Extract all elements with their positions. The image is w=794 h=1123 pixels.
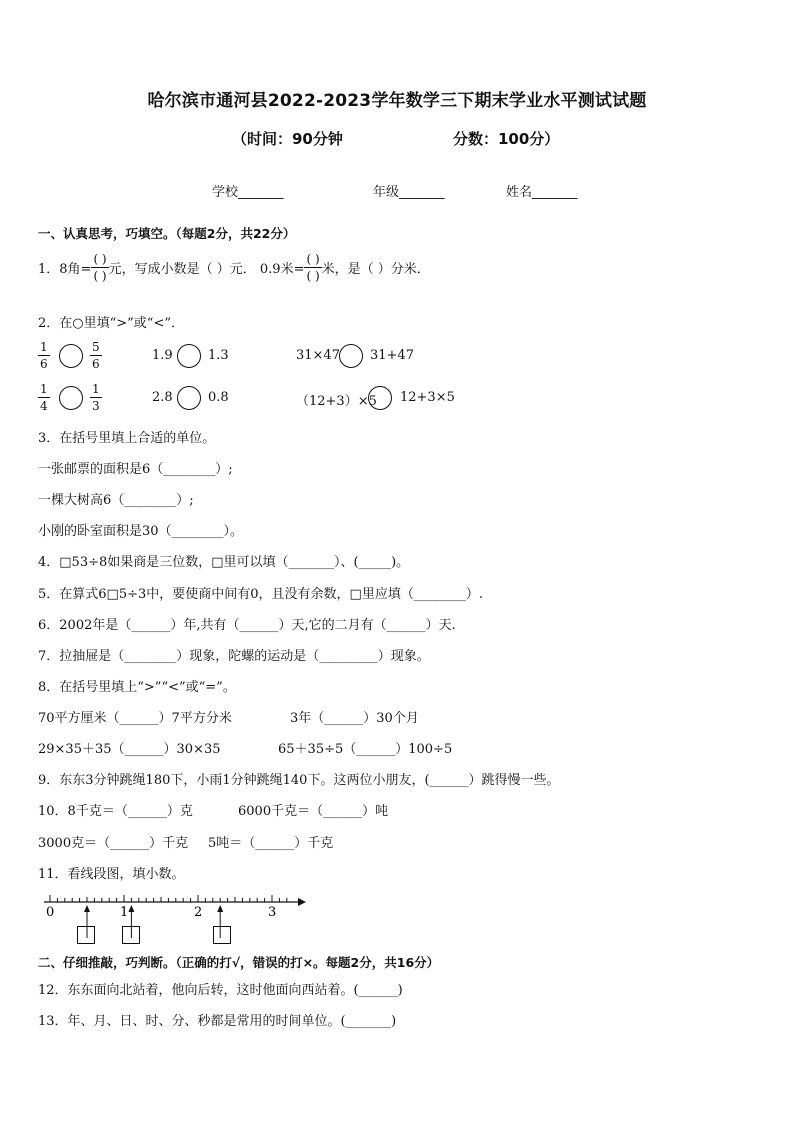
question-4[interactable]: 4．□53÷8如果商是三位数，□里可以填（_______）、(_____)。 <box>38 555 410 570</box>
q8-item-d[interactable]: 65＋35÷5（______）100÷5 <box>278 742 453 757</box>
q3-line-1[interactable]: 一张邮票的面积是6（________）; <box>38 462 233 477</box>
question-9[interactable]: 9．东东3分钟跳绳180下，小雨1分钟跳绳140下。这两位小朋友，(______）跳得慢一些。 <box>38 773 560 788</box>
question-3: 3．在括号里填上合适的单位。 <box>38 431 216 446</box>
q2-compare-circle-6[interactable] <box>368 386 392 410</box>
question-1 <box>38 253 430 282</box>
question-7[interactable]: 7．拉抽屉是（________）现象，陀螺的运动是（_________）现象。 <box>38 649 430 664</box>
q1-middle: 元，写成小数是（ ）元． 0.9米= <box>108 262 305 277</box>
q2-expr-paren: （12+3）×5 <box>296 394 377 409</box>
question-5[interactable]: 5．在算式6□5÷3中，要使商中间有0，且没有余数，□里应填（________）. <box>38 587 483 602</box>
q3-line-2[interactable]: 一棵大树高6（________）; <box>38 493 194 508</box>
number-line-label: 0 <box>46 905 55 920</box>
q2-compare-circle-1[interactable] <box>59 344 83 368</box>
section-1-heading: 一、认真思考，巧填空。（每题2分，共22分） <box>38 226 296 241</box>
number-line-label: 2 <box>194 905 203 920</box>
q2-value-1-3: 1.3 <box>208 348 229 363</box>
number-line-arrowhead <box>298 898 306 906</box>
q8-item-c[interactable]: 29×35＋35（______）30×35 <box>38 742 221 757</box>
name-field[interactable]: 姓名_______ <box>506 185 578 200</box>
q2-fraction-1-6: $\frac{1}{6}$ <box>40 340 48 371</box>
number-line-labels <box>46 905 276 920</box>
q2-compare-circle-3[interactable] <box>339 344 363 368</box>
q1-fraction-blank-2[interactable]: $\frac{( )}{( )}$ <box>306 252 320 283</box>
question-8: 8．在括号里填上“>”“<”或“=”。 <box>38 680 236 695</box>
q2-expr-31x47: 31×47 <box>296 348 340 363</box>
q2-fraction-1-3: $\frac{1}{3}$ <box>92 382 100 413</box>
q1-fraction-blank[interactable]: $\frac{( )}{( )}$ <box>93 252 107 283</box>
question-6[interactable]: 6．2002年是（______）年,共有（______）天,它的二月有（______）天. <box>38 618 456 633</box>
exam-time: （时间：90分钟 <box>232 130 343 148</box>
q2-compare-circle-2[interactable] <box>177 344 201 368</box>
q1-suffix: 米，是（ ）分米． <box>321 262 430 277</box>
section-2-heading: 二、仔细推敲，巧判断。（正确的打√，错误的打×。每题2分，共16分） <box>38 955 440 970</box>
q10-item-c[interactable]: 3000克＝（______）千克 <box>38 836 189 851</box>
q2-compare-circle-4[interactable] <box>59 386 83 410</box>
school-field[interactable]: 学校_______ <box>212 185 284 200</box>
q2-value-0-8: 0.8 <box>208 390 229 405</box>
q11-answer-box-1[interactable] <box>77 926 95 944</box>
grade-field[interactable]: 年级_______ <box>373 185 445 200</box>
question-11: 11．看线段图，填小数。 <box>38 867 185 882</box>
question-12[interactable]: 12．东东面向北站着，他向后转，这时他面向西站着。(______) <box>38 983 403 998</box>
question-2: 2．在○里填“>”或“<”． <box>38 316 184 331</box>
number-line-pointers <box>84 905 223 938</box>
page-title: 哈尔滨市通河县2022-2023学年数学三下期末学业水平测试试题 <box>147 91 647 111</box>
q10-item-b[interactable]: 6000千克＝（______）吨 <box>238 804 389 819</box>
q2-compare-circle-5[interactable] <box>177 386 201 410</box>
exam-score: 分数：100分） <box>453 130 560 148</box>
q1-prefix: 1．8角= <box>38 262 92 277</box>
q10-item-d[interactable]: 5吨＝（______）千克 <box>208 836 334 851</box>
number-line-label: 1 <box>120 905 129 920</box>
q2-expr-31p47: 31+47 <box>370 348 414 363</box>
q2-fraction-1-4: $\frac{1}{4}$ <box>40 382 48 413</box>
q3-line-3[interactable]: 小刚的卧室面积是30（________）。 <box>38 524 244 539</box>
q2-value-1-9: 1.9 <box>152 348 173 363</box>
q8-item-a[interactable]: 70平方厘米（______）7平方分米 <box>38 711 232 726</box>
q11-answer-box-3[interactable] <box>213 926 231 944</box>
q8-item-b[interactable]: 3年（______）30个月 <box>290 711 419 726</box>
question-13[interactable]: 13．年、月、日、时、分、秒都是常用的时间单位。(_______) <box>38 1014 397 1029</box>
number-line-label: 3 <box>268 905 277 920</box>
q2-expr-noparen: 12+3×5 <box>400 390 455 405</box>
number-line-ticks <box>50 895 287 902</box>
q11-answer-box-2[interactable] <box>122 926 140 944</box>
q10-item-a[interactable]: 10．8千克＝（______）克 <box>38 804 193 819</box>
q2-value-2-8: 2.8 <box>152 390 173 405</box>
q2-fraction-5-6: $\frac{5}{6}$ <box>92 340 100 371</box>
